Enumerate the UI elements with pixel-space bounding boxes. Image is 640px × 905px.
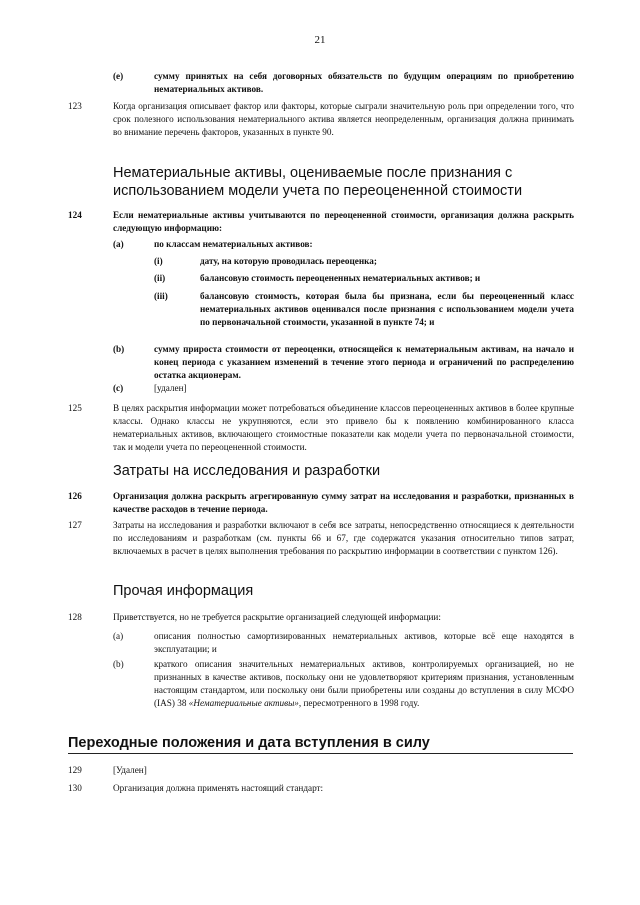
item-e-text: сумму принятых на себя договорных обязательств по будущим операциям по приобретению нематериальных активов. — [154, 71, 574, 94]
paragraph-129: [Удален] — [113, 765, 147, 775]
item-124a-iii-marker: (iii) — [154, 291, 168, 301]
heading-other-information: Прочая информация — [113, 583, 254, 599]
paragraph-number-129: 129 — [68, 765, 82, 775]
item-124c-marker: (c) — [113, 383, 124, 393]
item-128b-marker: (b) — [113, 659, 124, 669]
paragraph-124: Если нематериальные активы учитываются по переоцененной стоимости, организация должна раскрыть следующую информацию: — [113, 210, 574, 233]
paragraph-125: В целях раскрытия информации может потребоваться объединение классов переоцененных активов в более крупные классы. Однако классы не укрупняются, если это привело бы к появлению комбинированного класса нематериальных активов, включающего стоимостные показатели как модели учета по первоначальной стоимости, так и модели учета по переоцененной стоимости. — [113, 403, 574, 452]
item-124a-text: по классам нематериальных активов: — [154, 239, 313, 249]
paragraph-number-123: 123 — [68, 101, 82, 111]
heading-revaluation: Нематериальные активы, оцениваемые после признания с использованием модели учета по переоцененной стоимости — [113, 165, 523, 199]
paragraph-number-125: 125 — [68, 403, 82, 413]
heading-research-development: Затраты на исследования и разработки — [113, 463, 381, 479]
item-124a-i-text: дату, на которую проводилась переоценка; — [200, 256, 377, 266]
paragraph-number-127: 127 — [68, 520, 82, 530]
paragraph-128: Приветствуется, но не требуется раскрытие организацией следующей информации: — [113, 612, 441, 622]
paragraph-130: Организация должна применять настоящий стандарт: — [113, 783, 324, 793]
item-124a-marker: (a) — [113, 239, 124, 249]
item-128a-marker: (a) — [113, 631, 124, 641]
item-124a-ii-text: балансовую стоимость переоцененных нематериальных активов; и — [200, 273, 481, 283]
paragraph-126: Организация должна раскрыть агрегированную сумму затрат на исследования и разработки, признанных в качестве расходов в течение периода. — [113, 491, 574, 514]
paragraph-number-126: 126 — [68, 491, 82, 501]
item-124c-text: [удален] — [154, 383, 187, 393]
item-128b-text-main: краткого описания значительных нематериальных активов, контролируемых организацией, но не признанных в качестве активов, поскольку они не удовлетворяют критериям признания, установленным настоящим стандартом, или поскольку они были приобретены или созданы до вступления в силу МСФО (IAS) 38 — [154, 659, 574, 708]
paragraph-number-124: 124 — [68, 210, 82, 220]
item-124b-marker: (b) — [113, 344, 125, 354]
page-number: 21 — [314, 34, 326, 46]
item-e-marker: (e) — [113, 71, 124, 81]
item-128b-standard-title: «Нематериальные активы» — [188, 698, 299, 708]
item-124b-text: сумму прироста стоимости от переоценки, относящейся к нематериальным активам, на начало и конец периода с указанием изменений в течение этого периода и ограничений по распределению остатка акционерам. — [154, 344, 574, 380]
paragraph-127: Затраты на исследования и разработки включают в себя все затраты, непосредственно относящиеся к деятельности по исследованиям и разработкам (см. пункты 66 и 67, где содержатся указания относительно типов затрат, включаемых в расчет в целях выполнения требования по раскрытию информации в соответствии с пунктом 126). — [113, 520, 574, 556]
heading-transition-text: Переходные положения и дата вступления в силу — [68, 735, 430, 751]
paragraph-number-128: 128 — [68, 612, 82, 622]
item-128b-text-end: , пересмотренного в 1998 году. — [298, 698, 420, 708]
item-128a-text: описания полностью самортизированных нематериальных активов, которые всё еще находятся в эксплуатации; и — [154, 631, 574, 654]
item-124a-i-marker: (i) — [154, 256, 163, 266]
item-124a-ii-marker: (ii) — [154, 273, 166, 283]
paragraph-number-130: 130 — [68, 783, 82, 793]
heading-transition — [68, 734, 573, 754]
item-128b-text — [154, 658, 574, 710]
paragraph-123: Когда организация описывает фактор или факторы, которые сыграли значительную роль при определении того, что срок полезного использования нематериального актива является неопределенным, организация должна принимать во внимание перечень факторов, указанных в пункте 90. — [113, 101, 574, 137]
item-124a-iii-text: балансовую стоимость, которая была бы признана, если бы переоцененный класс нематериальных активов оценивался после признания с использованием модели учета по первоначальной стоимости, указанной в пункте 74; и — [200, 291, 574, 327]
